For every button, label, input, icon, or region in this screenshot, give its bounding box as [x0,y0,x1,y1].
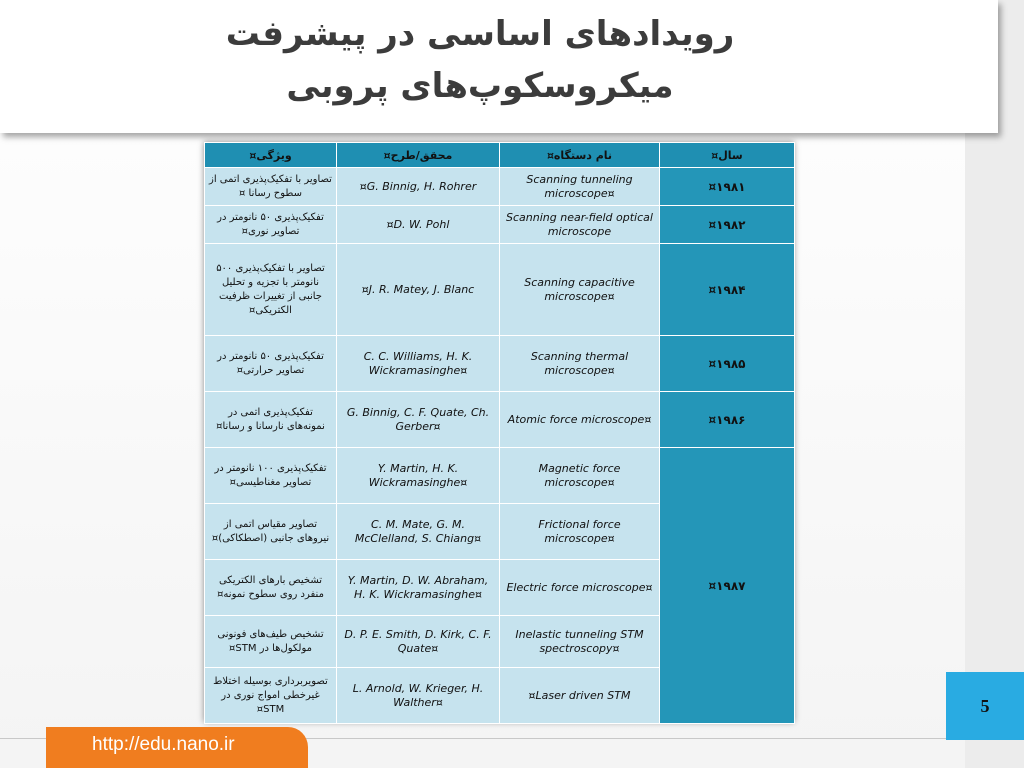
feature-cell: تصاویر مقیاس اتمی از نیروهای جانبی (اصطکاکی)¤ [205,504,337,560]
feature-cell: تفکیک‌پذیری ۵۰ نانومتر در تصاویر نوری¤ [205,206,337,244]
year-cell: ¤۱۹۸۵ [660,336,795,392]
header-year: سال¤ [660,143,795,168]
researcher-cell: C. M. Mate, G. M. McClelland, S. Chiang¤ [337,504,500,560]
device-cell: Frictional force microscope¤ [500,504,660,560]
table-row [205,206,795,244]
title-box [0,0,998,133]
header-feature: ویژگی¤ [205,143,337,168]
device-cell: Scanning near-field optical microscope [500,206,660,244]
device-cell: ¤Laser driven STM [500,668,660,724]
year-cell: ¤۱۹۸۱ [660,168,795,206]
table-row [205,392,795,448]
title-line-2: میکروسکوپ‌های پروبی [286,66,674,106]
table-row [205,244,795,336]
table-row [205,448,795,504]
device-cell: Scanning capacitive microscope¤ [500,244,660,336]
researcher-cell: ¤G. Binnig, H. Rohrer [337,168,500,206]
feature-cell: تفکیک‌پذیری ۱۰۰ نانومتر در تصاویر مغناطیسی¤ [205,448,337,504]
feature-cell: تفکیک‌پذیری اتمی در نمونه‌های نارسانا و رسانا¤ [205,392,337,448]
year-cell: ¤۱۹۸۷ [660,448,795,724]
page-number: 5 [946,672,1024,740]
researcher-cell: L. Arnold, W. Krieger, H. Walther¤ [337,668,500,724]
site-url-link[interactable]: http://edu.nano.ir [92,734,235,755]
table-row [205,336,795,392]
device-cell: Magnetic force microscope¤ [500,448,660,504]
feature-cell: تصاویر با تفکیک‌پذیری ۵۰۰ نانومتر با تجزیه و تحلیل جانبی از تغییرات ظرفیت الکتریکی¤ [205,244,337,336]
device-cell: Scanning tunneling microscope¤ [500,168,660,206]
researcher-cell: Y. Martin, H. K. Wickramasinghe¤ [337,448,500,504]
title-line-1: رویدادهای اساسی در پیشرفت [225,14,735,54]
year-cell: ¤۱۹۸۶ [660,392,795,448]
feature-cell: تشخیص بارهای الکتریکی منفرد روی سطوح نمونه¤ [205,560,337,616]
feature-cell: تشخیص طیف‌های فونونی مولکول‌ها در STM¤ [205,616,337,668]
year-cell: ¤۱۹۸۴ [660,244,795,336]
researcher-cell: D. P. E. Smith, D. Kirk, C. F. Quate¤ [337,616,500,668]
researcher-cell: G. Binnig, C. F. Quate, Ch. Gerber¤ [337,392,500,448]
device-cell: Atomic force microscope¤ [500,392,660,448]
feature-cell: تصاویر با تفکیک‌پذیری اتمی از سطوح رسانا ¤ [205,168,337,206]
device-cell: Electric force microscope¤ [500,560,660,616]
device-cell: Inelastic tunneling STM spectroscopy¤ [500,616,660,668]
table-header-row [205,143,795,168]
researcher-cell: ¤D. W. Pohl [337,206,500,244]
feature-cell: تفکیک‌پذیری ۵۰ نانومتر در تصاویر حرارتی¤ [205,336,337,392]
table-row [205,168,795,206]
feature-cell: تصویربرداری بوسیله اختلاط غیرخطی امواج نوری در STM¤ [205,668,337,724]
researcher-cell: ¤J. R. Matey, J. Blanc [337,244,500,336]
researcher-cell: Y. Martin, D. W. Abraham, H. K. Wickramasinghe¤ [337,560,500,616]
header-researcher: محقق/طرح¤ [337,143,500,168]
header-device: نام دستگاه¤ [500,143,660,168]
slide-title [120,8,840,112]
year-cell: ¤۱۹۸۲ [660,206,795,244]
milestones-table [204,142,794,722]
researcher-cell: C. C. Williams, H. K. Wickramasinghe¤ [337,336,500,392]
device-cell: Scanning thermal microscope¤ [500,336,660,392]
